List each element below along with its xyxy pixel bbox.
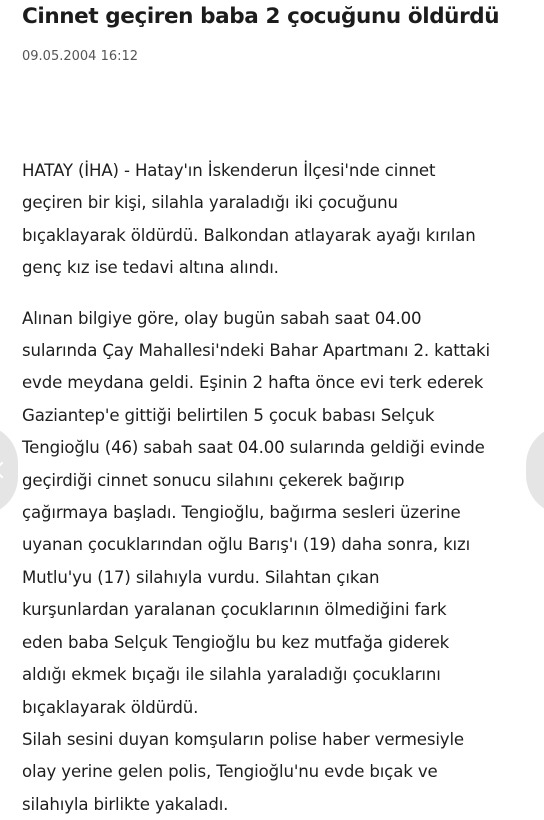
article-title: Cinnet geçiren baba 2 çocuğunu öldürdü	[22, 4, 500, 29]
article-paragraph: Alınan bilgiye göre, olay bugün sabah saat 04.00 sularında Çay Mahallesi'ndeki Bahar Apartmanı 2. kattaki evde meydana geldi. Eşinin 2 hafta önce evi terk ederek Gaziantep'e gittiği belirtilen 5 çocuk babası Selçuk Tengioğlu (46) sabah saat 04.00 sularında geldiği evinde geçirdiği cinnet sonucu silahını çekerek bağırıp çağırmaya başladı. Tengioğlu, bağırma sesleri üzerine uyanan çocuklarından oğlu Barış'ı (19) daha sonra, kızı Mutlu'yu (17) silahıyla vurdu. Silahtan çıkan kurşunlardan yaralanan çocuklarının ölmediğini fark eden baba Selçuk Tengioğlu bu kez mutfağa giderek aldığı ekmek bıçağı ile silahla yaraladığı çocuklarını bıçaklayarak öldürdü.	[22, 308, 490, 717]
article-paragraph: Silah sesini duyan komşuların polise haber vermesiyle olay yerine gelen polis, Tengioğlu'nu evde bıçak ve silahıyla birlikte yakaladı.	[22, 729, 464, 814]
article-body	[22, 155, 544, 820]
article-paragraph: HATAY (İHA) - Hatay'ın İskenderun İlçesi'nde cinnet geçiren bir kişi, silahla yaraladığı iki çocuğunu bıçaklayarak öldürdü. Balkondan atlayarak ayağı kırılan genç kız ise tedavi altına alındı.	[22, 161, 476, 278]
article-date: 09.05.2004 16:12	[22, 49, 139, 64]
previous-article-button[interactable]	[0, 425, 18, 515]
chevron-left-icon	[0, 462, 10, 479]
